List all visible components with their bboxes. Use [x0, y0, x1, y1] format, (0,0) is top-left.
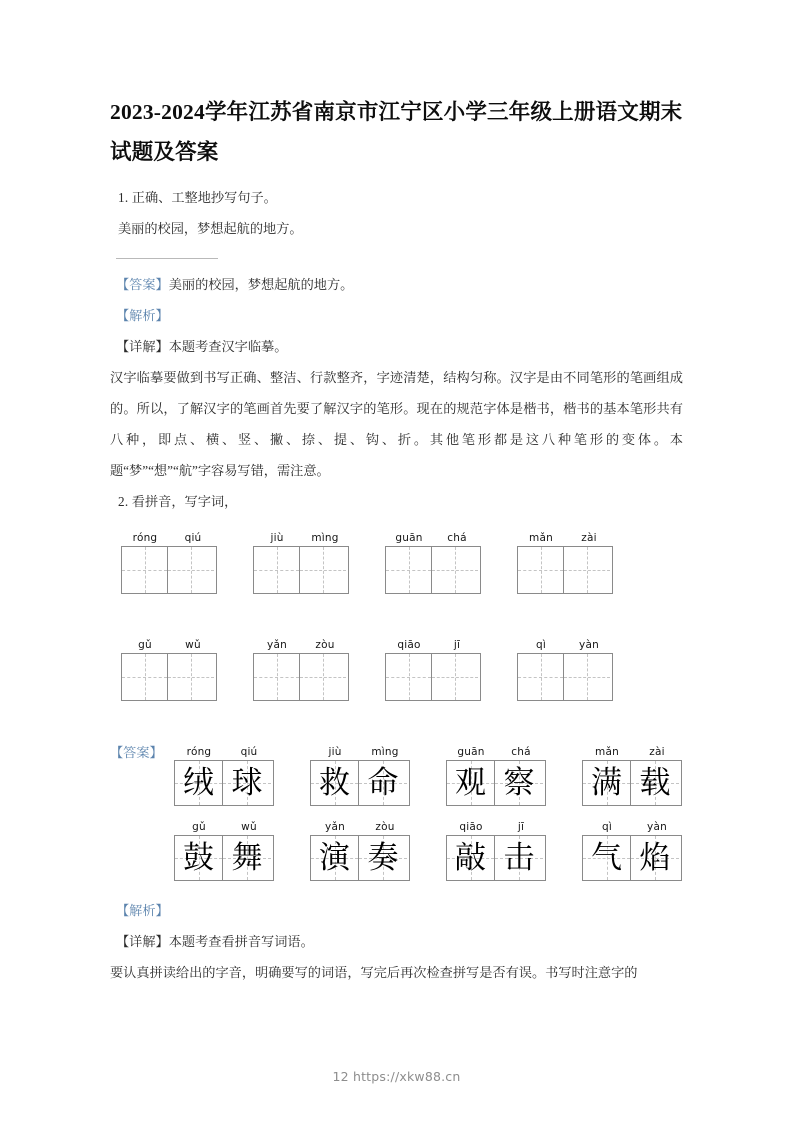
answer-character: 奏 [367, 839, 399, 876]
tianzige-cell[interactable] [386, 654, 432, 700]
answer-label: 【答案】 [116, 277, 169, 292]
answer-divider [116, 258, 218, 259]
question-2-detail-intro: 本题考查看拼音写词语。 [168, 934, 314, 949]
answer-character: 击 [503, 839, 535, 876]
grid-group [446, 820, 546, 881]
pinyin-label: róng [132, 532, 158, 544]
pinyin-row [121, 638, 217, 653]
pinyin-label: mìng [311, 532, 339, 544]
pinyin-label: gǔ [192, 821, 206, 833]
tianzige-cell [175, 761, 223, 805]
tianzige-cell[interactable] [564, 547, 610, 593]
pinyin-label: jiù [328, 746, 342, 758]
question-1-answer-text: 美丽的校园，梦想起航的地方。 [168, 277, 354, 292]
answer-label-wrap [110, 745, 174, 773]
tianzige-cell [311, 836, 359, 880]
tianzige-box-pair[interactable] [121, 546, 217, 594]
pinyin-row [174, 820, 274, 835]
question-1-answer-line [110, 269, 685, 300]
question-2-prompt-text: 看拼音，写字词， [131, 494, 238, 509]
blank-grid-row-1 [110, 531, 685, 594]
grid-group [385, 531, 481, 594]
spacer [110, 701, 685, 723]
tianzige-cell[interactable] [122, 547, 168, 593]
grid-group [385, 638, 481, 701]
pinyin-label: chá [447, 532, 467, 544]
question-2-block [110, 486, 685, 988]
answer-character: 鼓 [183, 839, 214, 876]
pinyin-label: yǎn [267, 639, 287, 651]
tianzige-cell [223, 761, 271, 805]
question-1-material: 美丽的校园，梦想起航的地方。 [118, 221, 303, 236]
answer-character: 救 [319, 764, 350, 801]
pinyin-row [121, 531, 217, 546]
pinyin-label: qiāo [459, 821, 483, 833]
question-1-detail-paragraph: 汉字临摹要做到书写正确、整洁、行款整齐，字迹清楚，结构匀称。汉字是由不同笔形的笔画组成的。所以，了解汉字的笔画首先要了解汉字的笔形。现在的规范字体是楷书，楷书的基本笔形共有八种，即点、横、竖、撇、捺、提、钩、折。其他笔形都是这八种笔形的变体。本题“梦”“想”“航”字容易写错，需注意。 [110, 370, 683, 478]
pinyin-label: qiú [184, 532, 202, 544]
tianzige-cell [583, 836, 631, 880]
detail-label: 【详解】 [116, 934, 169, 949]
tianzige-cell [447, 761, 495, 805]
pinyin-label: jī [453, 639, 461, 651]
tianzige-cell[interactable] [300, 547, 346, 593]
grid-group [174, 745, 274, 806]
pinyin-row [310, 745, 410, 760]
grid-group [582, 745, 682, 806]
grid-group [253, 531, 349, 594]
detail-label: 【详解】 [116, 339, 169, 354]
pinyin-label: gǔ [138, 639, 152, 651]
pinyin-row [446, 745, 546, 760]
answer-character: 焰 [639, 839, 671, 876]
document-content [110, 92, 685, 988]
blank-grid-row-2 [110, 638, 685, 701]
pinyin-label: zòu [375, 821, 395, 833]
page-title: 2023-2024学年江苏省南京市江宁区小学三年级上册语文期末试题及答案 [110, 100, 683, 164]
tianzige-box-pair[interactable] [385, 653, 481, 701]
spacer [110, 594, 685, 616]
tianzige-cell[interactable] [386, 547, 432, 593]
pinyin-label: wǔ [185, 639, 201, 651]
tianzige-cell [359, 761, 407, 805]
tianzige-box-pair[interactable] [253, 653, 349, 701]
tianzige-cell[interactable] [168, 654, 214, 700]
answer-character: 气 [591, 839, 622, 876]
tianzige-cell[interactable] [300, 654, 346, 700]
pinyin-row [174, 745, 274, 760]
answer-character: 球 [231, 764, 263, 801]
pinyin-label: jiù [270, 532, 284, 544]
spacer [110, 881, 685, 895]
answer-character: 舞 [231, 839, 263, 876]
tianzige-cell [495, 761, 543, 805]
spacer [110, 517, 685, 531]
tianzige-cell[interactable] [168, 547, 214, 593]
answer-character: 演 [319, 839, 350, 876]
grid-group [121, 531, 217, 594]
tianzige-box-pair [446, 760, 546, 806]
question-2-analysis-line [110, 895, 685, 926]
tianzige-box-pair [582, 835, 682, 881]
question-1-detail-line [110, 331, 685, 362]
answer-character: 观 [455, 764, 486, 801]
answer-character: 命 [367, 764, 399, 801]
tianzige-cell [359, 836, 407, 880]
answer-label: 【答案】 [110, 745, 163, 760]
answer-label-spacer [110, 820, 174, 832]
question-1-number: 1. [118, 190, 129, 205]
grid-group [446, 745, 546, 806]
question-1-block [110, 182, 685, 486]
tianzige-box-pair[interactable] [517, 653, 613, 701]
pinyin-label: qì [536, 639, 546, 651]
question-2-detail-paragraph: 要认真拼读给出的字音，明确要写的词语，写完后再次检查拼写是否有误。书写时注意字的 [110, 965, 638, 980]
pinyin-row [310, 820, 410, 835]
question-1-prompt [110, 182, 685, 213]
pinyin-row [517, 638, 613, 653]
answer-character: 绒 [183, 764, 214, 801]
tianzige-box-pair[interactable] [517, 546, 613, 594]
pinyin-row [517, 531, 613, 546]
pinyin-label: chá [511, 746, 531, 758]
spacer [110, 723, 685, 745]
pinyin-label: zài [581, 532, 597, 544]
spacer [110, 806, 685, 820]
pinyin-label: qiú [240, 746, 258, 758]
spacer [110, 616, 685, 638]
answer-grid-row-1 [110, 745, 685, 806]
tianzige-box-pair[interactable] [121, 653, 217, 701]
tianzige-cell[interactable] [518, 547, 564, 593]
pinyin-label: qiāo [397, 639, 421, 651]
answer-character: 满 [591, 764, 622, 801]
grid-group [121, 638, 217, 701]
tianzige-cell [631, 761, 679, 805]
grid-group [310, 820, 410, 881]
grid-group [517, 531, 613, 594]
grid-group [517, 638, 613, 701]
question-2-prompt [110, 486, 685, 517]
pinyin-label: jī [517, 821, 525, 833]
pinyin-label: zòu [315, 639, 335, 651]
pinyin-label: yǎn [325, 821, 345, 833]
answer-grid-row-2 [110, 820, 685, 881]
tianzige-cell[interactable] [254, 654, 300, 700]
pinyin-label: qì [602, 821, 612, 833]
tianzige-cell [311, 761, 359, 805]
pinyin-label: mǎn [595, 746, 619, 758]
tianzige-cell [631, 836, 679, 880]
page-footer: 12 https://xkw88.cn [332, 1069, 461, 1084]
pinyin-label: mǎn [529, 532, 553, 544]
tianzige-cell [447, 836, 495, 880]
tianzige-box-pair [582, 760, 682, 806]
pinyin-label: guān [395, 532, 423, 544]
pinyin-row [582, 745, 682, 760]
tianzige-box-pair[interactable] [253, 546, 349, 594]
answer-character: 察 [503, 764, 535, 801]
tianzige-box-pair [310, 760, 410, 806]
pinyin-row [582, 820, 682, 835]
tianzige-cell[interactable] [432, 654, 478, 700]
tianzige-box-pair [174, 835, 274, 881]
pinyin-row [253, 531, 349, 546]
tianzige-box-pair [174, 760, 274, 806]
tianzige-box-pair [446, 835, 546, 881]
answer-character: 载 [639, 764, 671, 801]
question-1-prompt-text: 正确、工整地抄写句子。 [131, 190, 277, 205]
grid-group [582, 820, 682, 881]
tianzige-cell [223, 836, 271, 880]
grid-group [253, 638, 349, 701]
grid-group [174, 820, 274, 881]
grid-group [310, 745, 410, 806]
tianzige-cell[interactable] [254, 547, 300, 593]
pinyin-label: guān [457, 746, 485, 758]
tianzige-cell[interactable] [122, 654, 168, 700]
question-2-number: 2. [118, 494, 129, 509]
tianzige-cell[interactable] [432, 547, 478, 593]
pinyin-label: yàn [579, 639, 599, 651]
tianzige-box-pair [310, 835, 410, 881]
tianzige-box-pair[interactable] [385, 546, 481, 594]
pinyin-label: zài [649, 746, 665, 758]
question-2-detail-line [110, 926, 685, 957]
tianzige-cell [583, 761, 631, 805]
tianzige-cell[interactable] [518, 654, 564, 700]
question-1-detail-intro: 本题考查汉字临摹。 [168, 339, 288, 354]
pinyin-label: yàn [647, 821, 667, 833]
analysis-label: 【解析】 [116, 903, 169, 918]
pinyin-label: róng [186, 746, 212, 758]
answer-character: 敲 [455, 839, 486, 876]
pinyin-label: mìng [371, 746, 399, 758]
tianzige-cell [175, 836, 223, 880]
pinyin-row [385, 638, 481, 653]
tianzige-cell [495, 836, 543, 880]
pinyin-label: wǔ [241, 821, 257, 833]
pinyin-row [446, 820, 546, 835]
pinyin-row [385, 531, 481, 546]
tianzige-cell[interactable] [564, 654, 610, 700]
question-1-analysis-line [110, 300, 685, 331]
pinyin-row [253, 638, 349, 653]
analysis-label: 【解析】 [116, 308, 169, 323]
